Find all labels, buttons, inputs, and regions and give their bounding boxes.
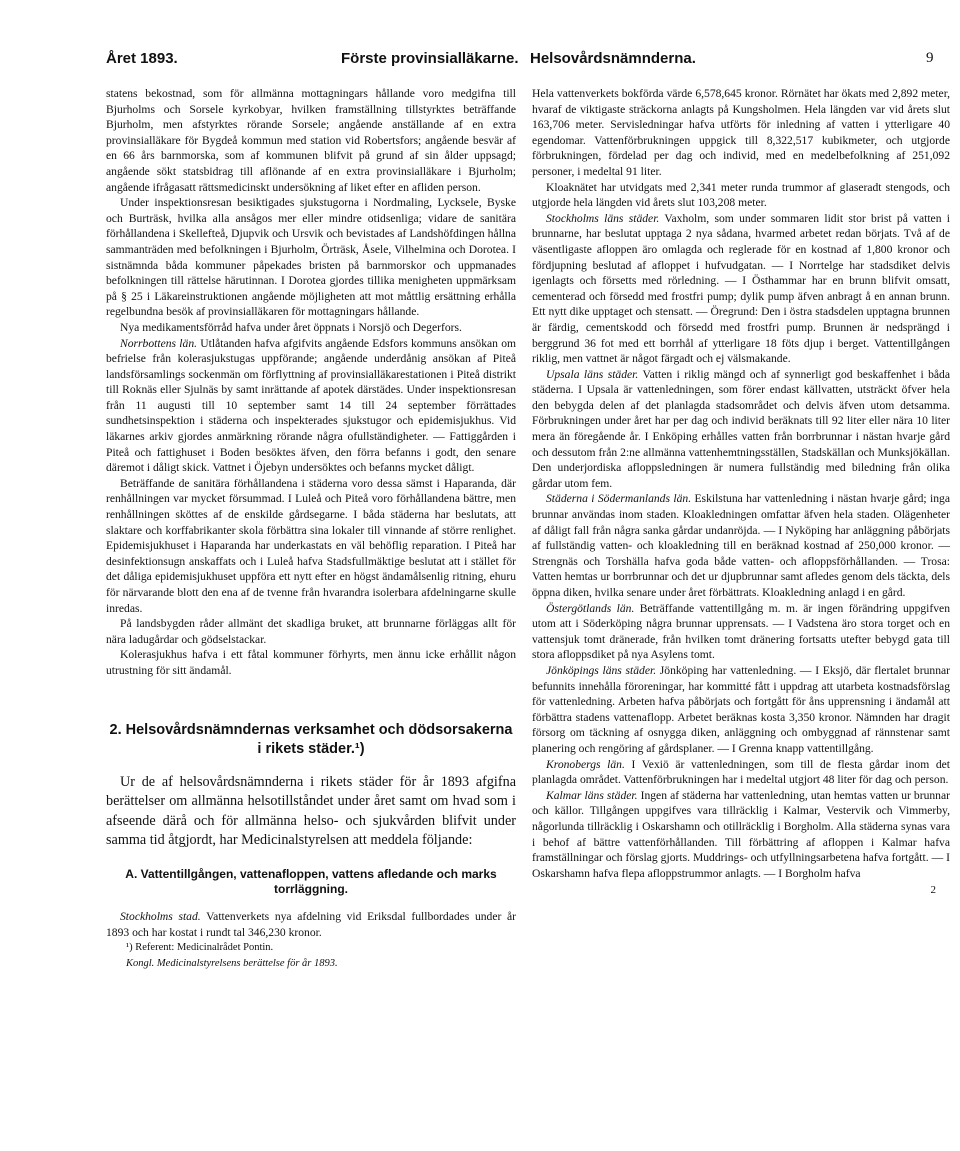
paragraph-text: Beträffande vattentillgång m. m. är ingen förändring uppgifven utom att i Söderköping några brunnar upprensats. — I Vadstena äro stora torget och en vattensjuk tomt dränerade, från hvilken tomt dränering fortsatts utefter bebygd gata till stora afloppsdiket på nya Asylens tomt. <box>532 601 950 662</box>
header-section: Förste provinsialläkarne. <box>341 50 519 67</box>
header-subsection: Helsovårdsnämnderna. <box>530 50 696 67</box>
paragraph: Beträffande de sanitära förhållandena i städerna voro dessa sämst i Haparanda, där renhållningen var mycket försummad. I Luleå och Piteå voro förhållandena bättre, men renhållningen sköttes af de enskilde gårdsegarne. I båda städerna har beslutats, att slaktare och korffabrikanter skola förbättra sina lokaler till vinnande af större renlighet. Epidemisjukhuset i Haparanda har underkastats en väl behöflig reparation. I Piteå har desinfektionsugn anskaffats och i Luleå hafva Stadsfullmäktige beslutat att i stället för det dåliga epidemisjukhuset uppföra ett nytt efter en högst ändamålsenlig ritning, ehuru för närvarande blott den ena af de tvenne från hvarandra isolerbara afdelningarne skulle inredas. <box>106 476 516 615</box>
paragraph-text: Ingen af städerna har vattenledning, utan hemtas vatten ur brunnar och källor. Tillgången uppgifves vara tillräcklig i Kalmar, Vestervik och Vimmerby, någorlunda tillräcklig i Oskarshamn och otillräcklig i Borgholm. Alla städerna synas vara i behof af bättre vattenförhållanden. Till förbättring af afloppen i Kalmar hafva framställningar och förslag gjorts. Muddrings- och utfyllningsarbetena hafva fortgått. — I Oskarshamn hafva fleра afloppstrummor anlagts. — I Borgholm hafva <box>532 788 950 880</box>
region-heading: Stockholms läns städer. <box>546 211 660 225</box>
paragraph <box>532 601 950 663</box>
signature-mark: 2 <box>930 884 936 897</box>
paragraph-text: Vatten i riklig mängd och af synnerligt god beskaffenhet i båda städerna. I Upsala är vattenledningen, som förer endast källvatten, utsträckt öfver hela den bebygda delen af det planlagda stadsområdet och delvis äfven utom detsamma. Förbrukningen under året har per dag och individ beräknats till 92 liter eller nära 10 liter mera än föregående år. I Enköping erhålles vatten från borrbrunnar i nästan hvarje gård och dessutom från 2:ne allmänna vattenhemtningsställen, Stadskällan och Munksjökällan. Den underjordiska afloppsledningen är numera fullständig med biledning från olika gårdar utom fem. <box>532 367 950 490</box>
region-heading: Kronobergs län. <box>546 757 625 771</box>
right-column <box>532 86 950 899</box>
header-year: Året 1893. <box>106 50 178 67</box>
region-heading: Norrbottens län. <box>120 336 198 350</box>
paragraph: statens bekostnad, som för allmänna mottagningars hållande voro medgifna till Bjurholms och Sorsele kyrkobyar, hvilken framställning tillstyrktes beträffande Bjurholm, men afstyrktes rörande Sorsele; angående anställande af en extra provinsialläkare för Bygdeå kommun med station vid Robertsfors; angående besvär af en 66 års barnmorska, som af kommunen blifvit på grund af sin ålder uppsagd; angående sökt statsbidrag till aflönande af en extra provinsialläkare i Bjurholm; angående ifrågasatt rättsmedicinskt undersökning af liket efter en afliden person. <box>106 87 516 194</box>
region-heading: Städerna i Södermanlands län. <box>546 492 692 506</box>
paragraph: Kloaknätet har utvidgats med 2,341 meter runda trummor af glaseradt stengods, och utgjorde hela längden vid årets slut 103,208 meter. <box>532 180 950 210</box>
signature-line: Kongl. Medicinalstyrelsens berättelse för år 1893. <box>126 957 338 969</box>
region-heading: Östergötlands län. <box>546 601 635 615</box>
paragraph <box>532 788 950 882</box>
paragraph <box>532 663 950 757</box>
paragraph: På landsbygden råder allmänt det skadliga bruket, att brunnarne förläggas allt för nära ladugårdar och gödselstackar. <box>106 617 516 646</box>
paragraph <box>532 757 950 788</box>
paragraph <box>106 336 516 476</box>
region-heading: Stockholms stad. <box>120 909 201 923</box>
paragraph-text: Vaxholm, som under sommaren lidit stor brist på vatten i brunnarne, har beslutat upptaga 2 nya sådana, hvarmed arbetet redan börjats. Två af de väsentligaste afloppen äro omlagda och reglerade för en kostnad af 1,800 kronor och fördjupning beslutad af afloppet i hufvudgatan. — I Norrtelge har stadsdiket delvis igenlagts och försetts med rörledning. — I Östhammar har en brunn blifvit omsatt, cementerad och försedd med frostfri pump; dylik pump äfven anbragt å en annan brunn. Ett nytt dike upptaget och stensatt. — Öregrund: Den i östra stadsdelen upptagna brunnen är färdig, cementskodd och försedd med frostfri pump. Brunnen är nedsprängd i berggrund 36 fot med ett borrhål af ytterligare 18 föts djup i berget. Vattentillgången riklig, men vattnet är något färgadt och ej välsmakande. <box>532 211 951 366</box>
page-header <box>106 50 944 70</box>
paragraph-text: Vattenverkets nya afdelning vid Eriksdal fullbordades under år 1893 och har kostat i rundt tal 346,230 kronor. <box>106 909 516 939</box>
left-column <box>106 86 516 971</box>
paragraph: Kolerasjukhus hafva i ett fåtal kommuner förhyrts, men ännu icke erhållit någon utrustning för sitt ändamål. <box>106 648 516 677</box>
paragraph: Under inspektionsresan besiktigades sjukstugorna i Nordmaling, Lycksele, Byske och Burträsk, hvilka alla ansågos mer eller mindre otidsenliga; vidare de sanitära förhållandena i Skellefteå, Djupvik och Ursvik och bevistades af Landshöfdingen hållna sammanträden med befolkningen i Bjurholm, Örträsk, Åsele, Vilhelmina och Dorotea. I sistnämnda båda kommuner påpekades bristen på barnmorskor och uppmanades befolkningen till rättelse härutinnan. I Dorotea gjordes tillika menigheten uppmärksam på § 25 i Läkareinstruktionen angående möjligheten att mot måttlig ersättning erhålla regelbundna besök af provinsialläkaren för mottagningars hållande. <box>106 196 516 319</box>
region-heading: Upsala läns städer. <box>546 367 639 381</box>
paragraph-text: I Vexiö är vattenledningen, som till de flesta gårdar inom det planlagda området. Vattenförbrukningen har i medeltal utgjort 48 liter för dag och person. <box>532 757 950 787</box>
paragraph <box>532 211 950 367</box>
paragraph: Ur de af helsovårdsnämnderna i rikets städer för år 1893 afgifna berättelser om allmänna helsotillståndet under året samt om hvad som i afseende därå och för allmänna helso- och sjukvården blifvit under samma tid åtgjordt, har Medicinalstyrelsen att meddela följande: <box>106 773 516 849</box>
paragraph <box>106 909 516 940</box>
paragraph <box>532 491 950 600</box>
region-heading: Kalmar läns städer. <box>546 788 638 802</box>
paragraph: Nya medikamentsförråd hafva under året öppnats i Norsjö och Degerfors. <box>120 320 462 334</box>
paragraph-text: Eskilstuna har vattenledning i nästan hvarje gård; inga brunnar användas inom staden. Kloakledningen omfattar äfven hela staden. Olägenheter af dåligt fall från några sanka gårdar undanröjda. — I Nyköping har anläggning påbörjats af fullständig vatten- och kloakledning till en beräknad kostnad af 250,000 kronor. — Strengnäs och Torshälla hafva goda både vatten- och afloppsförhållanden. — Trosa: Vatten hemtas ur borrbrunnar och det ur djupbrunnar samt afledes genom dels täckta, dels öppna diken, hvilka senare under året förbättrats. Kloakledning anlagd i en gård. <box>532 492 950 599</box>
paragraph-text: Jönköping har vattenledning. — I Eksjö, där flertalet brunnar befunnits innehålla föroreningar, har kommitté fått i uppdrag att utarbeta kostnadsförslag för vattenledning. Arbeten hafva påbörjats och fortgått för åns upprensning i ändamål att förbättra stadens vattenaflopp. Arbetet beräknas kosta 3,350 kronor. Nämnden har dragit försorg om täckning af osnygga diken, anläggning och ombyggnad af rännstenar samt planering och rengöring af gårdsplaner. — I Grenna knapp vattentillgång. <box>532 663 950 755</box>
page-number: 9 <box>926 50 934 66</box>
paragraph: Hela vattenverkets bokförda värde 6,578,645 kronor. Rörnätet har ökats med 2,892 meter, hvaraf de viktigaste sträckorna anlagts på Kungsholmen. Hela längden var vid årets slut 163,706 meter. Servisledningar hafva utförts för inledning af vatten i ytterligare 40 egendomar. Vattenförbrukningen uppgick till 8,322,517 kubikmeter, och utgjorde förbrukningen, fördelad per dag och individ, med en medelbefolkning af 251,092 personer, i medeltal 91 liter. <box>532 87 950 178</box>
paragraph-text: Utlåtanden hafva afgifvits angående Edsfors kommuns ansökan om befrielse från kolerasjukstugas uppförande; angående underdånig ansökan af Piteå landsförsamlings sockenmän om förflyttning af provinsialläkarestationen i Piteå distrikt till Roknäs eller Sjulnäs by samt inrättande af apotek därstädes. Under inspektionsresan från 11 augusti till 10 september samt 14 till 24 september förrättades sundhetsinspektion i städerna och inspekterades sjukstugor och epidemisjukhus. Vid läkarnes arkiv gjordes anmärkning rörande några ofullständigheter. — Fattiggården i Piteå och fattighuset i Boden besöktes äfven, den förra befanns i godt, den senare däremot i dåligt skick. Vattnet i Öjebyn undersöktes och befanns mycket dåligt. <box>106 336 517 475</box>
subsection-heading: A. Vattentillgången, vattenafloppen, vattens afledande och marks torrläggning. <box>125 866 497 896</box>
footnote: ¹) Referent: Medicinalrådet Pontin. <box>126 942 274 954</box>
region-heading: Jönköpings läns städer. <box>546 663 657 677</box>
section-heading: 2. Helsovårdsnämndernas verksamhet och dödsorsakerna i rikets städer.¹) <box>109 721 513 757</box>
paragraph <box>532 367 950 492</box>
